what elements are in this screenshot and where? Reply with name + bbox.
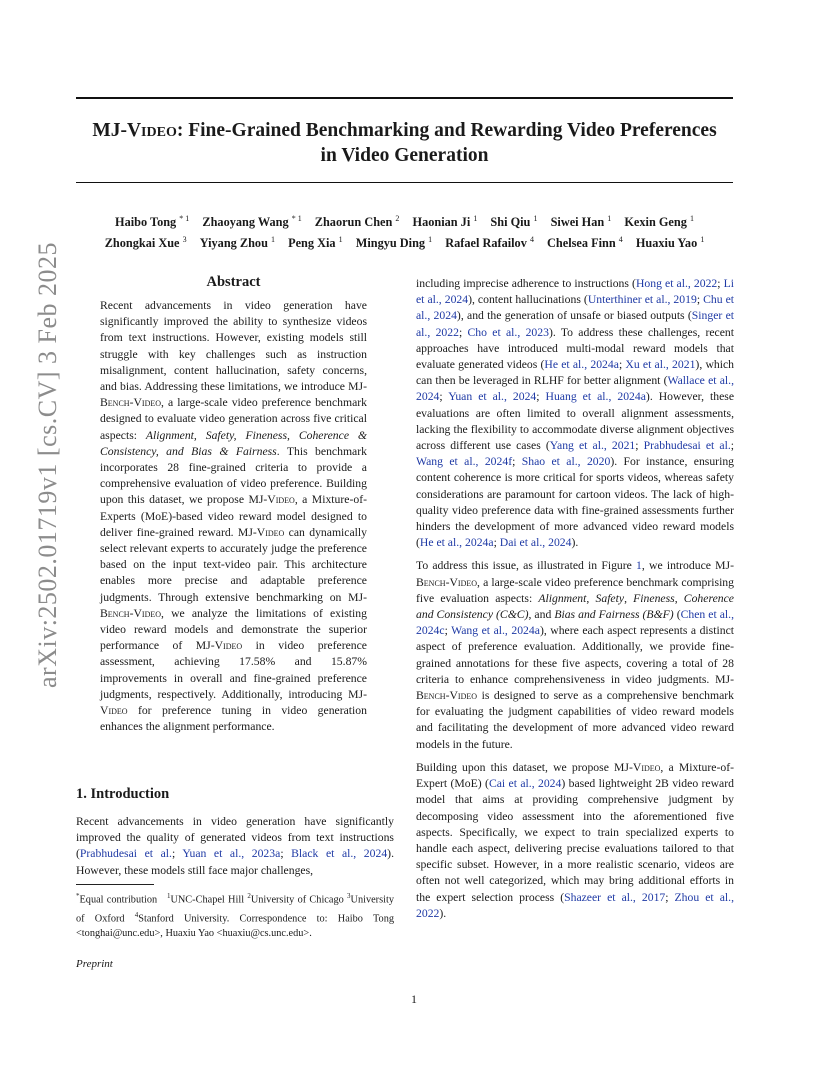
author-name	[445, 236, 534, 250]
author-name-text: Mingyu Ding	[355, 236, 426, 251]
introduction-body: Recent advancements in video generation have significantly improved the quality of generated videos from text instructions (Prabhudesai et al.; Yuan et al., 2023a; Black et al., 2024). However, these models still face major challenges,	[76, 815, 394, 877]
arxiv-identifier: arXiv:2502.01719v1 [cs.CV] 3 Feb 2025	[33, 241, 62, 688]
introduction-heading: 1. Introduction	[76, 786, 170, 802]
author-affiliation-mark: 4	[529, 235, 534, 245]
author-name	[288, 236, 343, 250]
author-affiliation-mark: 1	[533, 214, 538, 223]
title-line-1: MJ-Video: Fine-Grained Benchmarking and Rewarding Video Preferences	[92, 120, 717, 141]
author-name	[356, 236, 432, 250]
author-name	[413, 215, 478, 229]
author-name-text: Zhongkai Xue	[104, 236, 180, 251]
title-bottom-rule	[76, 182, 733, 183]
author-name	[105, 236, 187, 250]
author-affiliation-mark: 3	[182, 235, 187, 245]
author-name-text: Zhaorun Chen	[314, 215, 393, 230]
abstract-heading: Abstract	[206, 274, 261, 290]
author-name-text: Rafael Rafailov	[445, 236, 527, 251]
author-name-text: Haibo Tong	[115, 215, 177, 230]
author-name-text: Kexin Geng	[624, 215, 687, 230]
author-affiliation-mark: 1	[428, 235, 433, 245]
author-name-text: Chelsea Finn	[547, 236, 616, 251]
abstract-body: Recent advancements in video generation have significantly improved the ability to synthesize videos from text instructions. However, existing models still struggle with key challenges such as instruction misalignment, content hallucination, safety concerns, and bias. Addressing these limitations, we introduce MJ-Bench-Video, a large-scale video preference benchmark designed to evaluate video generation across five critical aspects: Alignment, Safety, Fineness, Coherence & Consistency, and Bias & Fairness. This benchmark incorporates 28 fine-grained criteria to provide a comprehensive evaluation of video preference. Building upon this dataset, we propose MJ-Video, a Mixture-of-Experts (MoE)-based video reward model designed to deliver fine-grained reward. MJ-Video can dynamically select relevant experts to accurately judge the preference based on the input text-video pair. This architecture enables more precise and adaptable preference judgments. Through extensive benchmarking on MJ-Bench-Video, we analyze the limitations of existing video reward models and demonstrate the superior performance of MJ-Video in video preference assessment, achieving 17.58% and 15.87% improvements in overall and fine-grained preference judgments, respectively. Additionally, introducing MJ-Video for preference tuning in video generation enhances the alignment performance.	[100, 299, 367, 734]
author-affiliation-mark: 1	[607, 214, 612, 223]
author-name	[490, 215, 537, 229]
title-top-rule	[76, 97, 733, 99]
author-name	[315, 215, 400, 229]
author-name-text: Huaxiu Yao	[635, 236, 698, 251]
paper-title	[76, 118, 733, 168]
author-affiliation-mark: 1	[271, 235, 275, 245]
author-list	[76, 210, 733, 252]
author-affiliation-mark: * 1	[179, 214, 190, 223]
author-name	[200, 236, 275, 250]
author-affiliation-mark: 4	[618, 235, 623, 245]
author-affiliation-mark: * 1	[291, 214, 302, 223]
page-number: 1	[411, 992, 417, 1006]
author-affiliation-mark: 1	[473, 214, 478, 223]
author-affiliation-mark: 1	[700, 235, 705, 245]
author-name	[202, 215, 301, 229]
author-name	[551, 215, 612, 229]
preprint-label: Preprint	[76, 958, 113, 970]
author-name-text: Peng Xia	[288, 236, 336, 251]
author-name-text: Shi Qiu	[490, 215, 531, 230]
footnote-rule	[76, 884, 154, 885]
footnote: *Equal contribution $^1$UNC-Chapel Hill $^2$University of Chicago $^3$University of Oxford $^4$Stanford University. Correspondence to: Haibo Tong <tonghai@unc.edu>, Huaxiu Yao <huaxiu@cs.unc.edu>.	[76, 892, 394, 939]
author-name-text: Haonian Ji	[412, 215, 471, 230]
author-affiliation-mark: 2	[395, 214, 400, 223]
author-affiliation-mark: 1	[689, 214, 694, 223]
author-name	[624, 215, 694, 229]
author-name-text: Zhaoyang Wang	[202, 215, 289, 230]
title-line-2: in Video Generation	[320, 145, 489, 166]
author-name	[636, 236, 704, 250]
author-name-text: Siwei Han	[550, 215, 605, 230]
author-affiliation-mark: 1	[338, 235, 343, 245]
author-name	[115, 215, 189, 229]
author-name	[547, 236, 623, 250]
right-column-body: including imprecise adherence to instructions (Hong et al., 2022; Li et al., 2024), content hallucinations (Unterthiner et al., 2019; Chu et al., 2024), and the generation of unsafe or biased outputs (Singer et al., 2022; Cho et al., 2023). To address these challenges, recent approaches have introduced multi-modal reward models that evaluate generated videos (He et al., 2024a; Xu et al., 2021), which can then be leveraged in RLHF for better alignment (Wallace et al., 2024; Yuan et al., 2024; Huang et al., 2024a). However, these evaluations are often limited to overall alignment assessments, lacking the flexibility to accommodate diverse alignment objectives across different use cases (Yang et al., 2021; Prabhudesai et al.; Wang et al., 2024f; Shao et al., 2020). For instance, ensuring content coherence is more critical for sports videos, whereas safety considerations are paramount for cartoon videos. The lack of high-quality video preference data with fine-grained assessments further hinders the development of more advanced video reward models (He et al., 2024a; Dai et al., 2024). To address this issue, as illustrated in Figure 1, we introduce MJ-Bench-Video, a large-scale video preference benchmark comprising five evaluation aspects: Alignment, Safety, Fineness, Coherence and Consistency (C&C), and Bias and Fairness (B&F) (Chen et al., 2024c; Wang et al., 2024a), where each aspect represents a distinct aspect of preference evaluation. Additionally, we provide fine-grained annotations for these five aspects, covering a total of 28 criteria to enhance comprehensiveness in video judgments. MJ-Bench-Video is designed to serve as a comprehensive benchmark for evaluating the judgment capabilities of video reward models and facilitating the development of more advanced video reward models in the future. Building upon this dataset, we propose MJ-Video, a Mixture-of-Expert (MoE) (Cai et al., 2024) based lightweight 2B video reward model that aims at providing comprehensive judgment by decomposing video assessment into the aforementioned five aspects. Specifically, we expect to train specialized experts to handle each aspect, delivering precise evaluations tailored to that specific subset. However, in a more realistic scenario, videos are often not well categorized, which may bring additional efforts in the expert selection process (Shazeer et al., 2017; Zhou et al., 2022).	[416, 277, 735, 920]
author-name-text: Yiyang Zhou	[199, 236, 268, 251]
